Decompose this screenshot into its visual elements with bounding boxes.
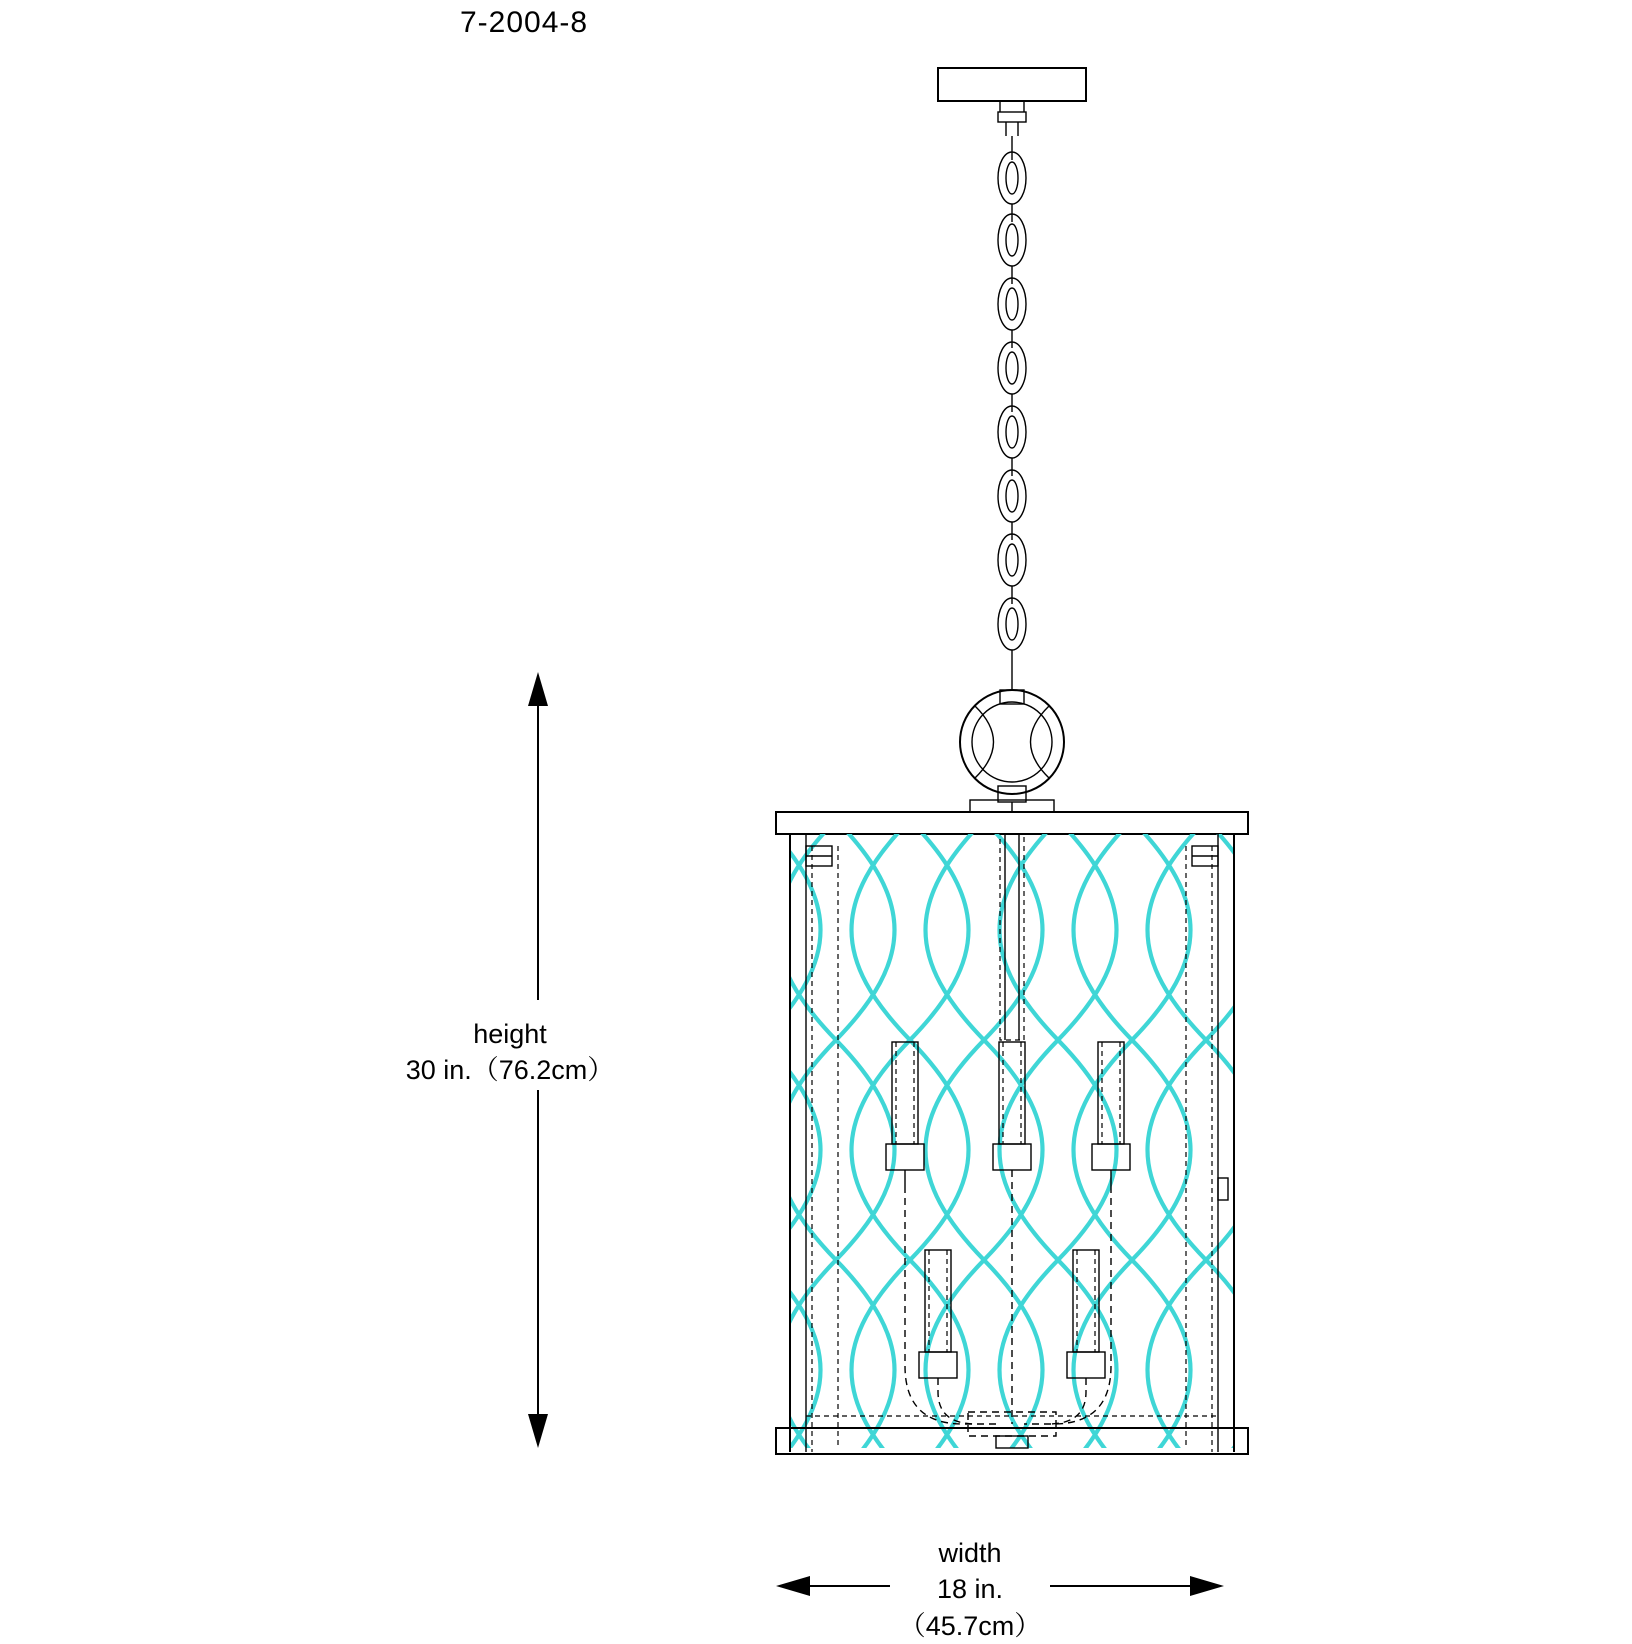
decorative-lattice-pattern — [704, 820, 1265, 1480]
ring-finial — [960, 672, 1064, 812]
width-label-text: width — [938, 1538, 1002, 1568]
width-value-imperial: 18 in. — [936, 1574, 1004, 1605]
candle-cluster — [886, 834, 1130, 1448]
width-dimension-arrow — [776, 1576, 1224, 1596]
model-code-label: 7-2004-8 — [460, 6, 589, 39]
height-dimension-arrow — [528, 672, 548, 1448]
ceiling-canopy — [938, 68, 1086, 136]
height-label-text: height — [473, 1019, 547, 1049]
height-value-metric: （76.2cm） — [471, 1055, 615, 1086]
height-value-imperial: 30 in. — [405, 1055, 472, 1086]
width-value-metric: （45.7cm） — [898, 1610, 1042, 1641]
hanging-chain — [998, 136, 1026, 672]
